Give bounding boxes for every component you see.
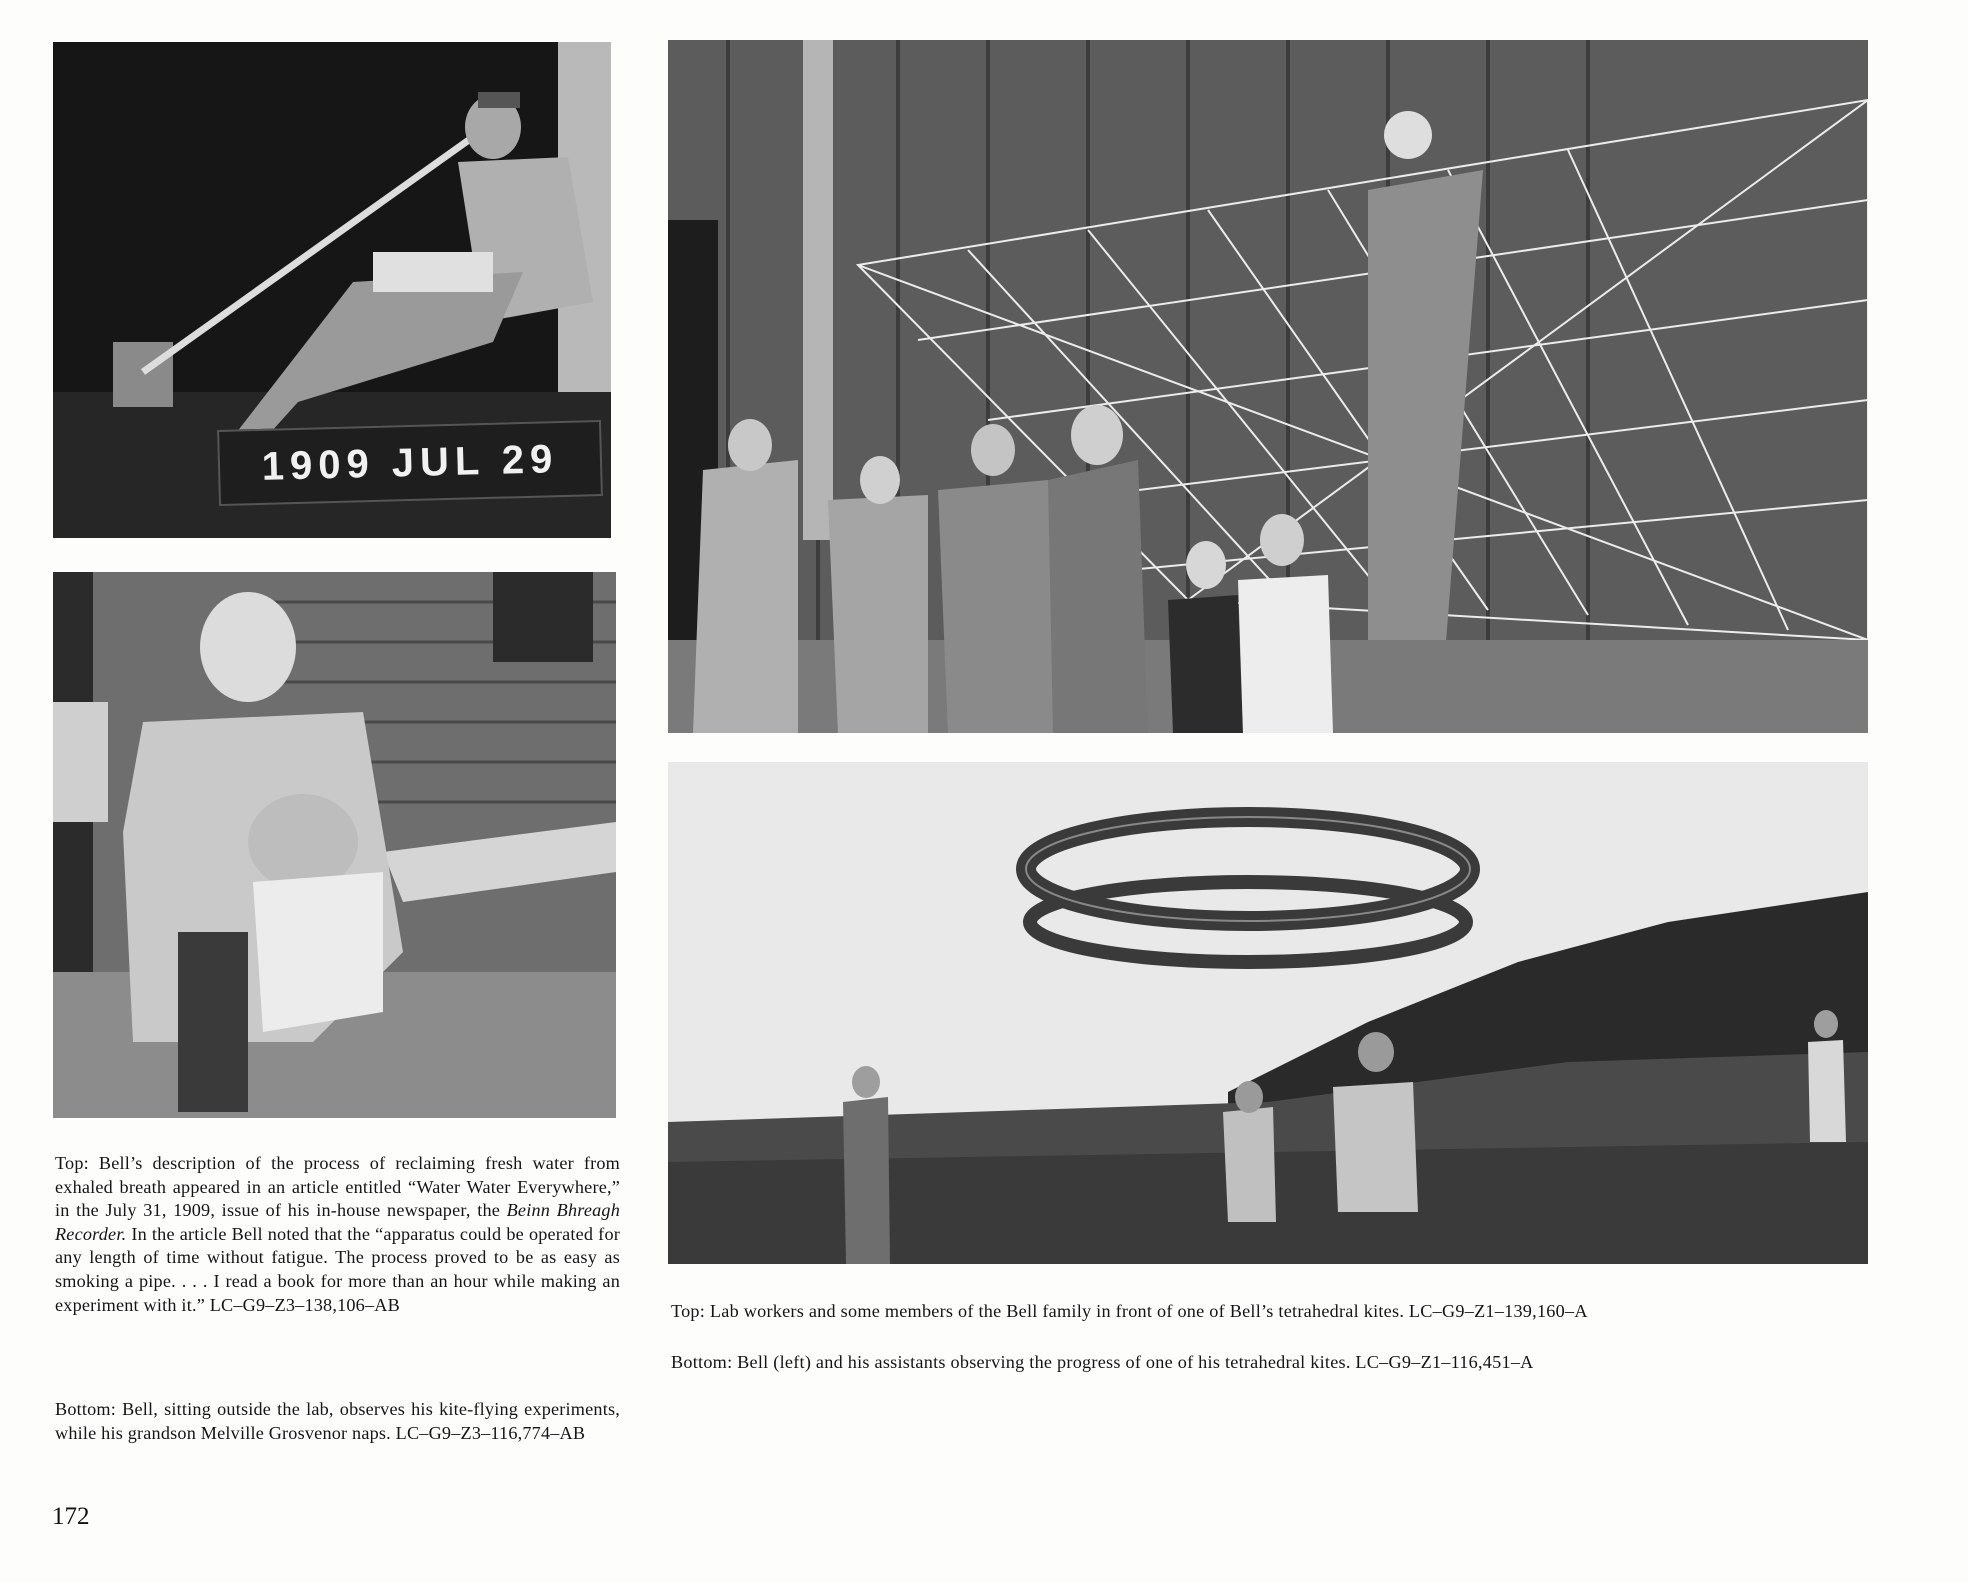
- photo-top-left: [53, 42, 611, 538]
- caption-left-bottom: [55, 1398, 620, 1445]
- photo-bottom-right-art: [668, 762, 1868, 1264]
- photo-top-right: [668, 40, 1868, 733]
- caption-left-bottom-text: Bell, sitting outside the lab, observes his kite-flying experiments, while his grandson Melville Grosvenor naps. LC–G9–Z3–116,774–AB: [55, 1399, 621, 1443]
- page-number: 172: [52, 1503, 90, 1530]
- date-plate: 1909 JUL 29: [217, 420, 603, 506]
- caption-left-bottom-label: Bottom:: [55, 1399, 117, 1419]
- caption-right-bottom-text: Bell (left) and his assistants observing the progress of one of his tetrahedral kites. LC–G9–Z1–116,451–A: [737, 1352, 1534, 1372]
- caption-left-top-italic: Beinn Bhreagh Recorder.: [55, 1200, 620, 1244]
- caption-right-top-label: Top:: [671, 1301, 706, 1321]
- photo-bottom-left-art: [53, 572, 616, 1118]
- caption-right-top: [671, 1299, 1911, 1323]
- caption-left-top-text2: In the article Bell noted that the “apparatus could be operated for any length of time without fatigue. The process proved to be as easy as smoking a pipe. . . . I read a book for more than an hour while making an experiment with it.” LC–G9–Z3–138,106–AB: [55, 1223, 620, 1315]
- caption-right-top-text: Lab workers and some members of the Bell family in front of one of Bell’s tetrahedral kites. LC–G9–Z1–139,160–A: [709, 1301, 1588, 1321]
- photo-bottom-left: [53, 572, 616, 1118]
- caption-right-bottom: [671, 1350, 1911, 1374]
- photo-bottom-right: [668, 762, 1868, 1264]
- photo-top-right-art: [668, 40, 1868, 733]
- caption-left-top: [55, 1152, 620, 1317]
- caption-left-top-label: Top:: [55, 1153, 89, 1173]
- caption-right-bottom-label: Bottom:: [671, 1352, 733, 1372]
- caption-left-top-text: Bell’s description of the process of reclaiming fresh water from exhaled breath appeared in an article entitled “Water Water Everywhere,” in the July 31, 1909, issue of his in-house newspaper, the: [55, 1153, 620, 1221]
